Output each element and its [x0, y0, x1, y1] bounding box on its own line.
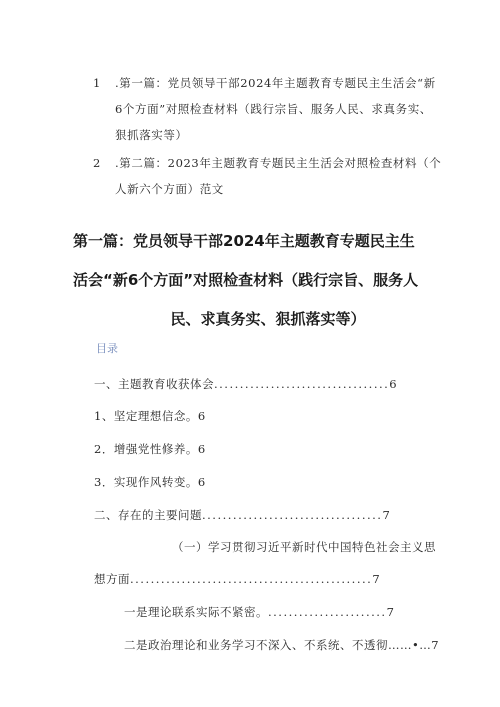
contents-item[interactable] — [124, 637, 439, 653]
contents-item[interactable] — [94, 441, 206, 457]
contents-item-page: 7 — [372, 572, 381, 586]
contents-item-text: 一是理论联系实际不紧密。 — [124, 605, 268, 619]
contents-item[interactable] — [94, 376, 397, 392]
intro-toc-number: 1 — [93, 76, 101, 90]
heading-line-3: 民、求真务实、狠抓落实等） — [170, 310, 366, 328]
intro-toc-number: 2 — [93, 156, 101, 170]
contents-item-text: 二是政治理论和业务学习不深入、不系统、不透彻 — [124, 638, 388, 652]
intro-toc-line: .第一篇：党员领导干部2024年主题教育专题民主生活会“新 — [115, 76, 436, 90]
contents-item-page: 7 — [386, 605, 395, 619]
contents-item-text: 想方面 — [94, 572, 130, 586]
intro-toc-entry-2[interactable] — [93, 150, 453, 202]
heading-line-1: 第一篇：党员领导干部2024年主题教育专题民主生 — [73, 232, 415, 250]
intro-toc-line: 6个方面”对照检查材料（践行宗旨、服务人民、求真务实、 — [115, 102, 432, 116]
contents-item-leader: ....................... — [268, 605, 387, 619]
contents-item-page: 7 — [431, 638, 440, 652]
contents-item-text: 3．实现作风转变。6 — [94, 475, 206, 489]
contents-item-text: 二、存在的主要问题 — [94, 508, 202, 522]
intro-toc-line: 人新六个方面）范文 — [115, 182, 224, 196]
contents-item-page: 6 — [389, 377, 398, 391]
contents-item-leader: ................................... — [202, 508, 383, 522]
intro-toc-list — [93, 70, 453, 202]
contents-item[interactable] — [94, 571, 380, 587]
contents-item-text: 2．增强党性修养。6 — [94, 442, 206, 456]
heading-line-2: 活会“新6个方面”对照检查材料（践行宗旨、服务人 — [73, 271, 419, 289]
contents-item[interactable] — [124, 604, 394, 620]
contents-item[interactable] — [94, 507, 390, 523]
intro-toc-entry-1[interactable] — [93, 70, 453, 148]
contents-item-page: 7 — [382, 508, 391, 522]
contents-item-text: 1、坚定理想信念。6 — [94, 409, 206, 423]
contents-item-leader: ............................................... — [130, 572, 373, 586]
contents-item-text: （一）学习贯彻习近平新时代中国特色社会主义思 — [172, 540, 436, 554]
intro-toc-line: 狠抓落实等） — [115, 128, 188, 142]
contents-item[interactable] — [172, 539, 436, 555]
contents-item[interactable] — [94, 474, 206, 490]
intro-toc-line: .第二篇：2023年主题教育专题民主生活会对照检查材料（个 — [115, 156, 442, 170]
contents-item[interactable] — [94, 408, 206, 424]
contents-item-leader: ……•… — [388, 638, 432, 652]
contents-label: 目录 — [96, 342, 118, 355]
article-heading — [73, 222, 419, 339]
contents-item-leader: .................................. — [214, 377, 390, 391]
contents-item-text: 一、主题教育收获体会 — [94, 377, 214, 391]
